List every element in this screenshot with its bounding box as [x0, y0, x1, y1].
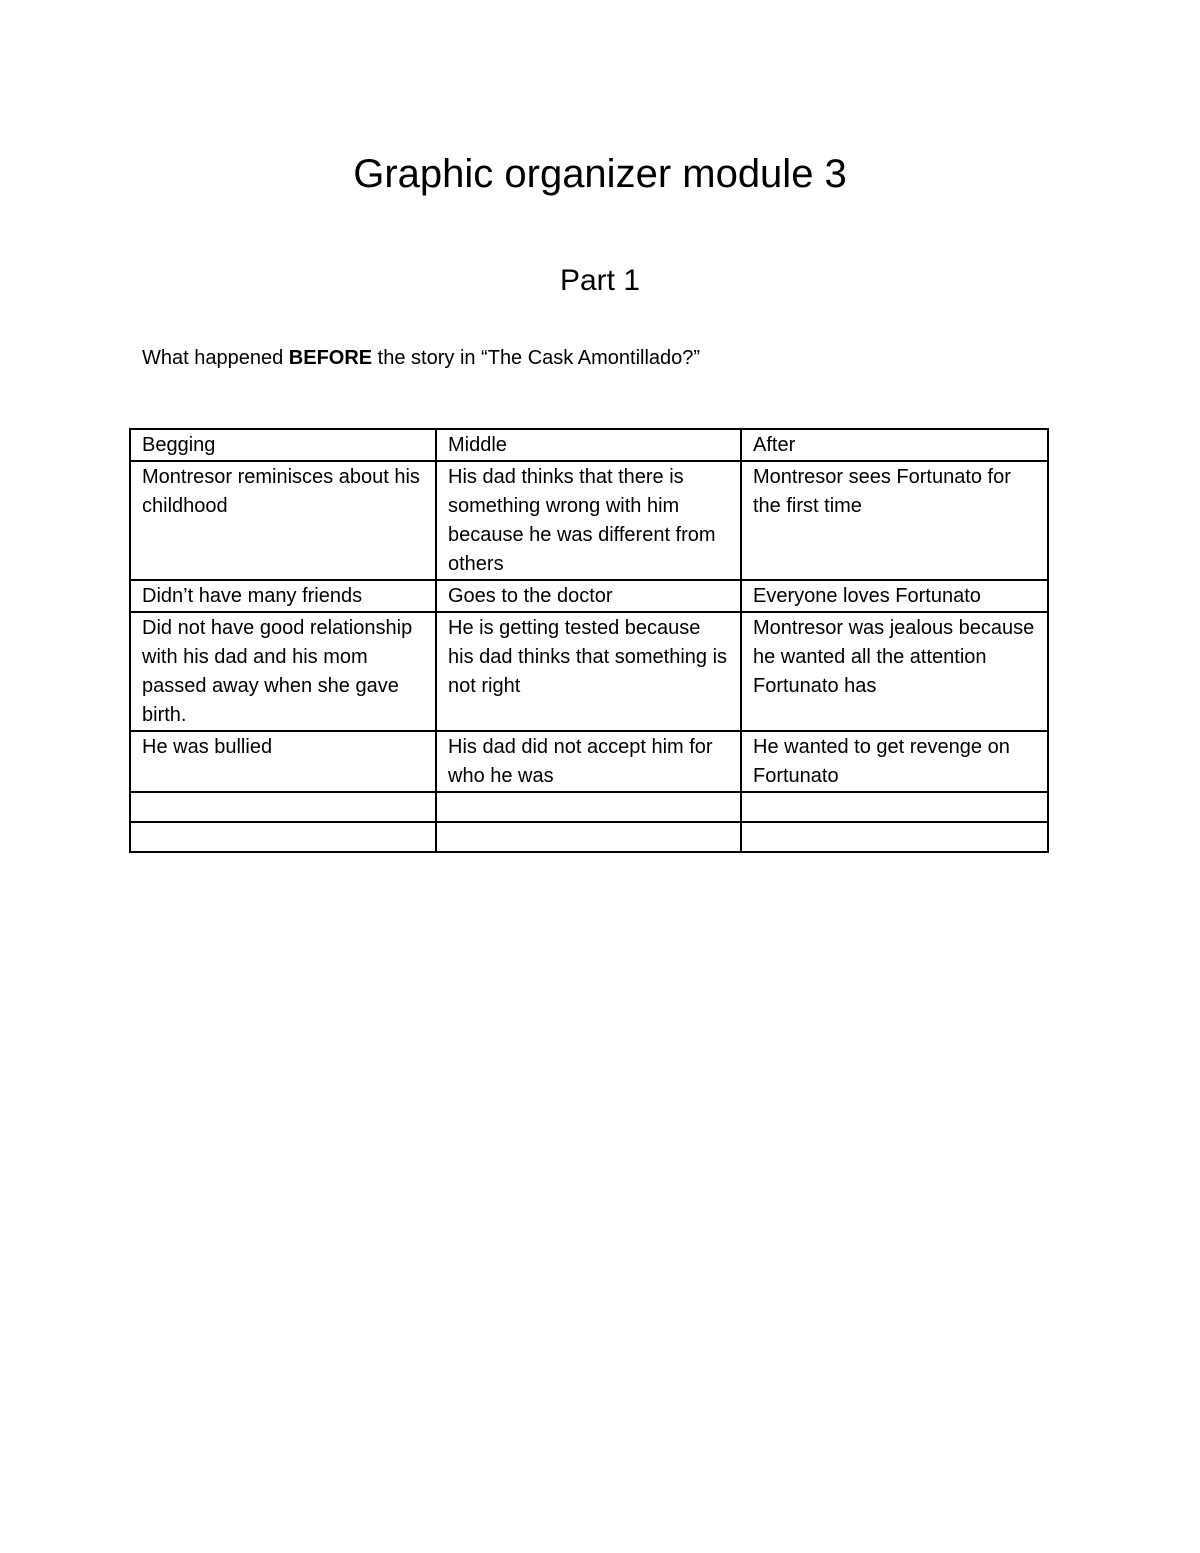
prompt-emphasis: BEFORE — [288, 347, 373, 369]
table-row — [130, 580, 1048, 612]
header-row — [130, 429, 1048, 461]
table-row — [130, 731, 1048, 792]
empty-table-cell — [130, 792, 436, 822]
table-cell: His dad did not accept him for who he was — [436, 731, 741, 792]
empty-table-row — [130, 822, 1048, 852]
empty-table-cell — [741, 792, 1048, 822]
question-prompt — [142, 344, 700, 372]
prompt-text-before: What happened — [142, 347, 289, 369]
table-cell: Everyone loves Fortunato — [741, 580, 1048, 612]
column-header-after: After — [741, 429, 1048, 461]
column-header-beginning: Begging — [130, 429, 436, 461]
table-row — [130, 461, 1048, 580]
story-organizer-table — [129, 428, 1049, 853]
table-cell: He wanted to get revenge on Fortunato — [741, 731, 1048, 792]
table-cell: Montresor reminisces about his childhood — [130, 461, 436, 580]
table-cell: Goes to the doctor — [436, 580, 741, 612]
table-cell: Montresor sees Fortunato for the first time — [741, 461, 1048, 580]
table-cell: He is getting tested because his dad thinks that something is not right — [436, 612, 741, 731]
empty-table-cell — [436, 822, 741, 852]
prompt-text-after: the story in “The Cask Amontillado?” — [372, 347, 701, 369]
part-heading: Part 1 — [559, 264, 641, 297]
empty-table-row — [130, 792, 1048, 822]
empty-table-cell — [436, 792, 741, 822]
table-cell: He was bullied — [130, 731, 436, 792]
table-cell: Did not have good relationship with his dad and his mom passed away when she gave birth. — [130, 612, 436, 731]
empty-table-cell — [130, 822, 436, 852]
table-cell: Didn’t have many friends — [130, 580, 436, 612]
table-cell: Montresor was jealous because he wanted all the attention Fortunato has — [741, 612, 1048, 731]
table-row — [130, 612, 1048, 731]
table-cell: His dad thinks that there is something wrong with him because he was different from others — [436, 461, 741, 580]
column-header-middle: Middle — [436, 429, 741, 461]
empty-table-cell — [741, 822, 1048, 852]
page-title: Graphic organizer module 3 — [353, 152, 847, 196]
